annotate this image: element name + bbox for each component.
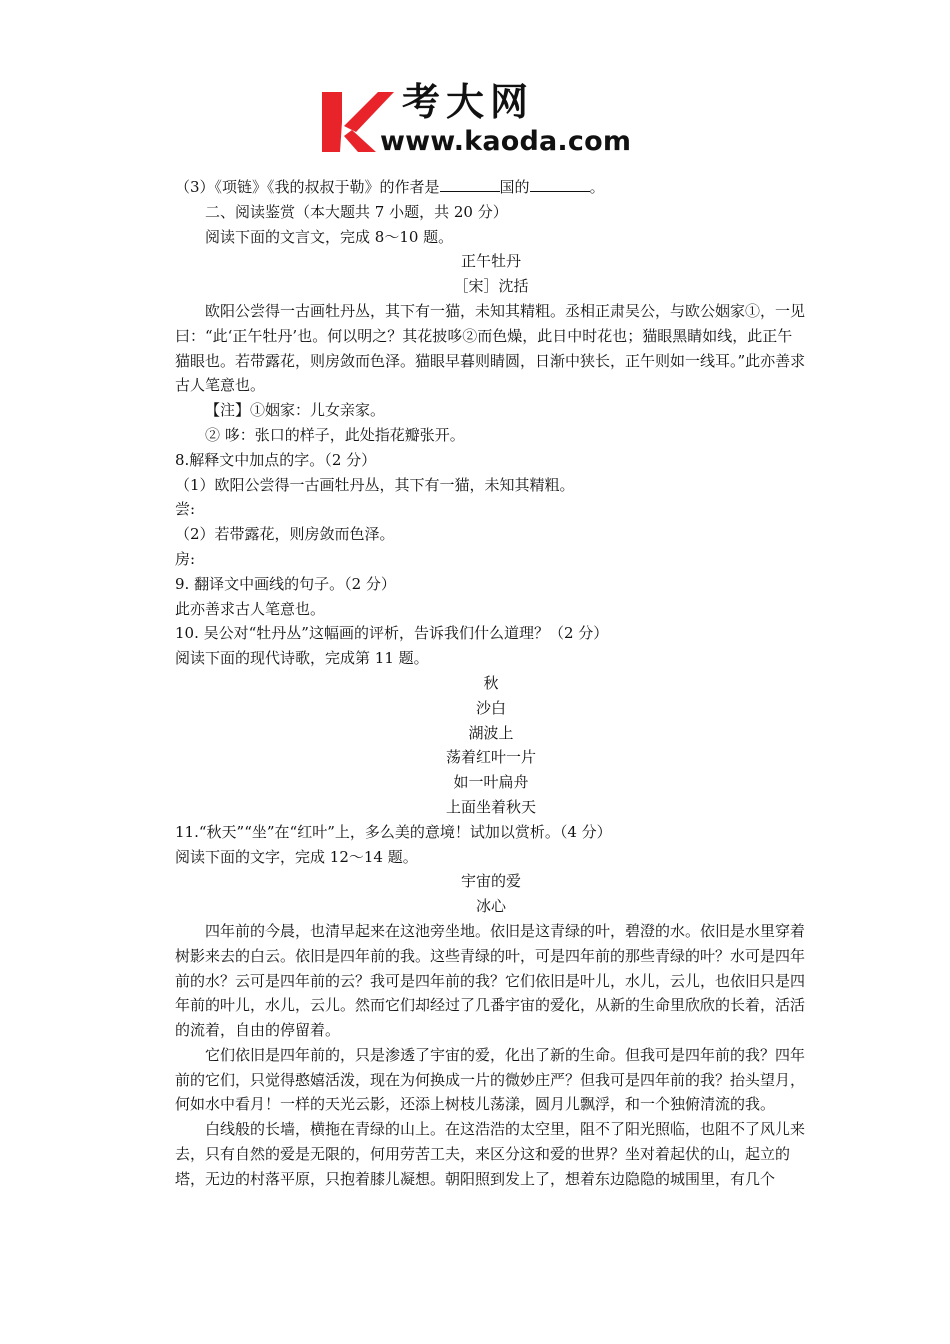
poem-author: 沙白 <box>475 698 506 717</box>
question-10: 10. 吴公对“牡丹丛”这幅画的评析，告诉我们什么道理？（2 分） <box>175 624 609 643</box>
question-11: 11.“秋天”“坐”在“红叶”上，多么美的意境！试加以赏析。（4 分） <box>175 822 612 841</box>
question-8-1: （1）欧阳公尝得一古画牡丹丛，其下有一猫，未知其精粗。 <box>175 475 575 494</box>
poem-title: 秋 <box>483 673 499 692</box>
logo-url-text: www.kaoda.com <box>380 126 632 157</box>
classical-note-2: ② 哆：张口的样子，此处指花瓣张开。 <box>205 425 465 444</box>
answer-blank <box>440 177 500 192</box>
prose-paragraph: 白线般的长墙，横拖在青绿的山上。在这浩浩的太空里，阻不了阳光照临，也阻不了风儿来去，只有自然的爱是无限的，何用劳苦工夫，来区分这和爱的世界？坐对着起伏的山，起立的塔，无边的村落平原，只抱着膝儿凝想。朝阳照到发上了，想着东边隐隐的城围里，有几个 <box>175 1120 806 1188</box>
question-9-text: 此亦善求古人笔意也。 <box>175 599 326 618</box>
question-8-1-answer: 尝: <box>175 500 196 519</box>
question-9: 9. 翻译文中画线的句子。（2 分） <box>175 574 396 593</box>
poem-line: 上面坐着秋天 <box>445 797 536 816</box>
classical-instruction: 阅读下面的文言文，完成 8～10 题。 <box>205 227 454 246</box>
prose-paragraph: 四年前的今晨，也清早起来在这池旁坐地。依旧是这青绿的叶，碧澄的水。依旧是水里穿着树影来去的白云。依旧是四年前的我。这些青绿的叶，可是四年前的那些青绿的叶？水可是四年前的水？云可是四年前的云？我可是四年前的我？它们依旧是叶儿，水儿，云儿，也依旧只是四年前的叶儿，水儿，云儿。然而它们却经过了几番宇宙的爱化，从新的生命里欣欣的长着，活活的流着，自由的停留着。 <box>175 921 806 1040</box>
prose-instruction: 阅读下面的文字，完成 12～14 题。 <box>175 847 418 866</box>
classical-author: ［宋］沈括 <box>453 277 529 296</box>
classical-note-1: 【注】①姻家：儿女亲家。 <box>205 401 386 420</box>
question-7-3: （3）《项链》《我的叔叔于勒》的作者是 国的 。 <box>175 178 605 196</box>
prose-title: 宇宙的爱 <box>460 872 521 891</box>
logo-chinese-text: 考大网 <box>402 80 535 124</box>
document-body <box>175 175 807 1192</box>
prose-paragraph: 它们依旧是四年前的，只是渗透了宇宙的爱，化出了新的生命。但我可是四年前的我？四年前的它们，只觉得憨嬉活泼，现在为何换成一片的微妙庄严？但我可是四年前的我？抬头望月，何如水中看月！一样的天光云影，还添上树枝儿荡漾，圆月儿飘浮，和一个独俯清流的我。 <box>175 1045 806 1114</box>
classical-body: 欧阳公尝得一古画牡丹丛，其下有一猫，未知其精粗。丞相正肃吴公，与欧公姻家①，一见曰：“此‘正午牡丹’也。何以明之？其花披哆②而色燥，此日中时花也；猫眼黑睛如线，此正午猫眼也。若带露花，则房敛而色泽。猫眼早暮则睛圆，日渐中狭长，正午则如一线耳。”此亦善求古人笔意也。 <box>175 301 806 395</box>
poem-line: 荡着红叶一片 <box>445 748 536 767</box>
poem-line: 湖波上 <box>468 723 514 742</box>
poem-line: 如一叶扁舟 <box>453 773 529 792</box>
question-8: 8.解释文中加点的字。（2 分） <box>175 450 377 469</box>
question-8-2: （2）若带露花，则房敛而色泽。 <box>175 525 395 544</box>
prose-author: 冰心 <box>475 897 506 916</box>
kaoda-logo <box>318 80 638 166</box>
question-8-2-answer: 房: <box>175 549 196 568</box>
poem-instruction: 阅读下面的现代诗歌，完成第 11 题。 <box>175 649 429 668</box>
answer-blank <box>530 177 590 192</box>
classical-title: 正午牡丹 <box>460 252 521 271</box>
section-heading: 二、阅读鉴赏（本大题共 7 小题，共 20 分） <box>205 202 508 221</box>
